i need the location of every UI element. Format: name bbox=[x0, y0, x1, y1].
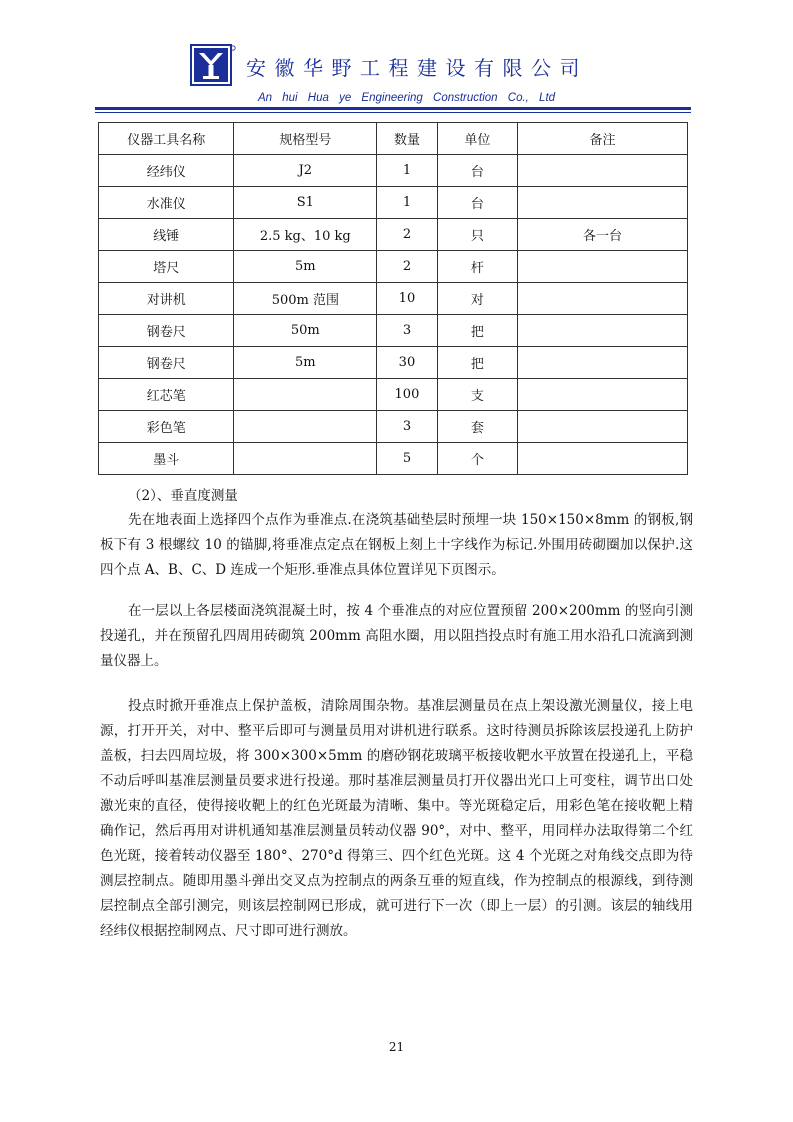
table-row bbox=[99, 379, 688, 411]
table-cell bbox=[517, 347, 687, 379]
table-row bbox=[99, 283, 688, 315]
table-cell: S1 bbox=[234, 187, 377, 219]
header-cell: 仪器工具名称 bbox=[99, 123, 234, 155]
table-cell: 5m bbox=[234, 347, 377, 379]
table-row bbox=[99, 219, 688, 251]
section-heading: （2）、垂直度测量 bbox=[128, 488, 238, 504]
table-cell: 彩色笔 bbox=[99, 411, 234, 443]
table-cell bbox=[517, 187, 687, 219]
table-row bbox=[99, 315, 688, 347]
company-name-en: An hui Hua ye Engineering Construction Co., Ltd bbox=[258, 92, 556, 104]
table-cell bbox=[517, 443, 687, 475]
table-cell: 10 bbox=[377, 283, 438, 315]
table-cell: 对 bbox=[437, 283, 517, 315]
table-cell bbox=[517, 379, 687, 411]
table-cell: 5 bbox=[377, 443, 438, 475]
table-header-row bbox=[99, 123, 688, 155]
table-cell: 2 bbox=[377, 219, 438, 251]
table-cell: 把 bbox=[437, 315, 517, 347]
table-cell: 2 bbox=[377, 251, 438, 283]
table-cell: 1 bbox=[377, 155, 438, 187]
equipment-table bbox=[98, 122, 688, 475]
table-cell: 墨斗 bbox=[99, 443, 234, 475]
table-row bbox=[99, 155, 688, 187]
table-row bbox=[99, 251, 688, 283]
paragraph: 在一层以上各层楼面浇筑混凝土时，按 4 个垂准点的对应位置预留 200×200mm 的竖向引测投递孔，并在预留孔四周用砖砌筑 200mm 高阻水圈，用以阻挡投点时有施工用水沿孔口流滴到测量仪器上。 bbox=[100, 603, 693, 669]
table-cell: 2.5 kg、10 kg bbox=[234, 219, 377, 251]
header-cell: 规格型号 bbox=[234, 123, 377, 155]
company-logo-icon bbox=[190, 44, 236, 86]
page-number: 21 bbox=[388, 1040, 405, 1054]
table-cell: 支 bbox=[437, 379, 517, 411]
table-cell: 个 bbox=[437, 443, 517, 475]
table-cell: 3 bbox=[377, 411, 438, 443]
table-cell: 台 bbox=[437, 187, 517, 219]
table-row bbox=[99, 443, 688, 475]
table-cell: 钢卷尺 bbox=[99, 347, 234, 379]
table-cell: 线锤 bbox=[99, 219, 234, 251]
table-cell: 塔尺 bbox=[99, 251, 234, 283]
header-rule-thick bbox=[95, 107, 691, 110]
table-cell: 只 bbox=[437, 219, 517, 251]
table-body bbox=[99, 155, 688, 475]
table-cell bbox=[234, 379, 377, 411]
header-rule-thin bbox=[95, 112, 691, 113]
table-row bbox=[99, 187, 688, 219]
table-cell: 经纬仪 bbox=[99, 155, 234, 187]
table-cell bbox=[517, 411, 687, 443]
table-cell: 100 bbox=[377, 379, 438, 411]
table-cell: 3 bbox=[377, 315, 438, 347]
paragraph: 先在地表面上选择四个点作为垂准点.在浇筑基础垫层时预埋一块 150×150×8mm 的钢板,钢板下有 3 根螺纹 10 的锚脚,将垂准点定点在钢板上刻上十字线作为标记.外围用砖砌圈加以保护.这四个点 A、B、C、D 连成一个矩形.垂准点具体位置详见下页图示。 bbox=[100, 512, 693, 578]
table-cell: J2 bbox=[234, 155, 377, 187]
header-cell: 备注 bbox=[517, 123, 687, 155]
table-cell: 500m 范围 bbox=[234, 283, 377, 315]
table-cell bbox=[234, 411, 377, 443]
table-cell: 台 bbox=[437, 155, 517, 187]
header-cell: 单位 bbox=[437, 123, 517, 155]
table-cell: 钢卷尺 bbox=[99, 315, 234, 347]
table-cell: 30 bbox=[377, 347, 438, 379]
table-cell: 红芯笔 bbox=[99, 379, 234, 411]
letterhead bbox=[0, 0, 793, 120]
table-cell: 对讲机 bbox=[99, 283, 234, 315]
header-cell: 数量 bbox=[377, 123, 438, 155]
paragraph: 投点时掀开垂准点上保护盖板，清除周围杂物。基准层测量员在点上架设激光测量仪，接上电源，打开开关，对中、整平后即可与测量员用对讲机进行联系。这时待测员拆除该层投递孔上防护盖板，扫去四周垃圾，将 300×300×5mm 的磨砂钢花玻璃平板接收靶水平放置在投递孔上，平稳不动后呼叫基准层测量员要求进行投递。那时基准层测量员打开仪器出光口上可变柱，调节出口处激光束的直径，使得接收靶上的红色光斑最为清晰、集中。等光斑稳定后，用彩色笔在接收靶上精确作记，然后再用对讲机通知基准层测量员转动仪器 90°，对中、整平，用同样办法取得第二个红色光斑，接着转动仪器至 180°、270°d 得第三、四个红色光斑。这 4 个光斑之对角线交点即为待测层控制点。随即用墨斗弹出交叉点为控制点的两条互垂的短直线，作为控制点的根源线，到待测层控制点全部引测完，则该层控制网已形成，就可进行下一次（即上一层）的引测。该层的轴线用经纬仪根据控制网点、尺寸即可进行测放。 bbox=[100, 698, 693, 939]
table-cell: 5m bbox=[234, 251, 377, 283]
table-cell bbox=[517, 251, 687, 283]
table-row bbox=[99, 411, 688, 443]
table-cell bbox=[517, 283, 687, 315]
company-name-cn: 安徽华野工程建设有限公司 bbox=[246, 56, 588, 80]
table-cell: 50m bbox=[234, 315, 377, 347]
table-cell: 套 bbox=[437, 411, 517, 443]
table-cell: 杆 bbox=[437, 251, 517, 283]
table-cell bbox=[517, 315, 687, 347]
table-cell bbox=[517, 155, 687, 187]
table-cell: 1 bbox=[377, 187, 438, 219]
table-cell: 各一台 bbox=[517, 219, 687, 251]
table-row bbox=[99, 347, 688, 379]
table-cell: 水准仪 bbox=[99, 187, 234, 219]
table-cell: 把 bbox=[437, 347, 517, 379]
table-cell bbox=[234, 443, 377, 475]
